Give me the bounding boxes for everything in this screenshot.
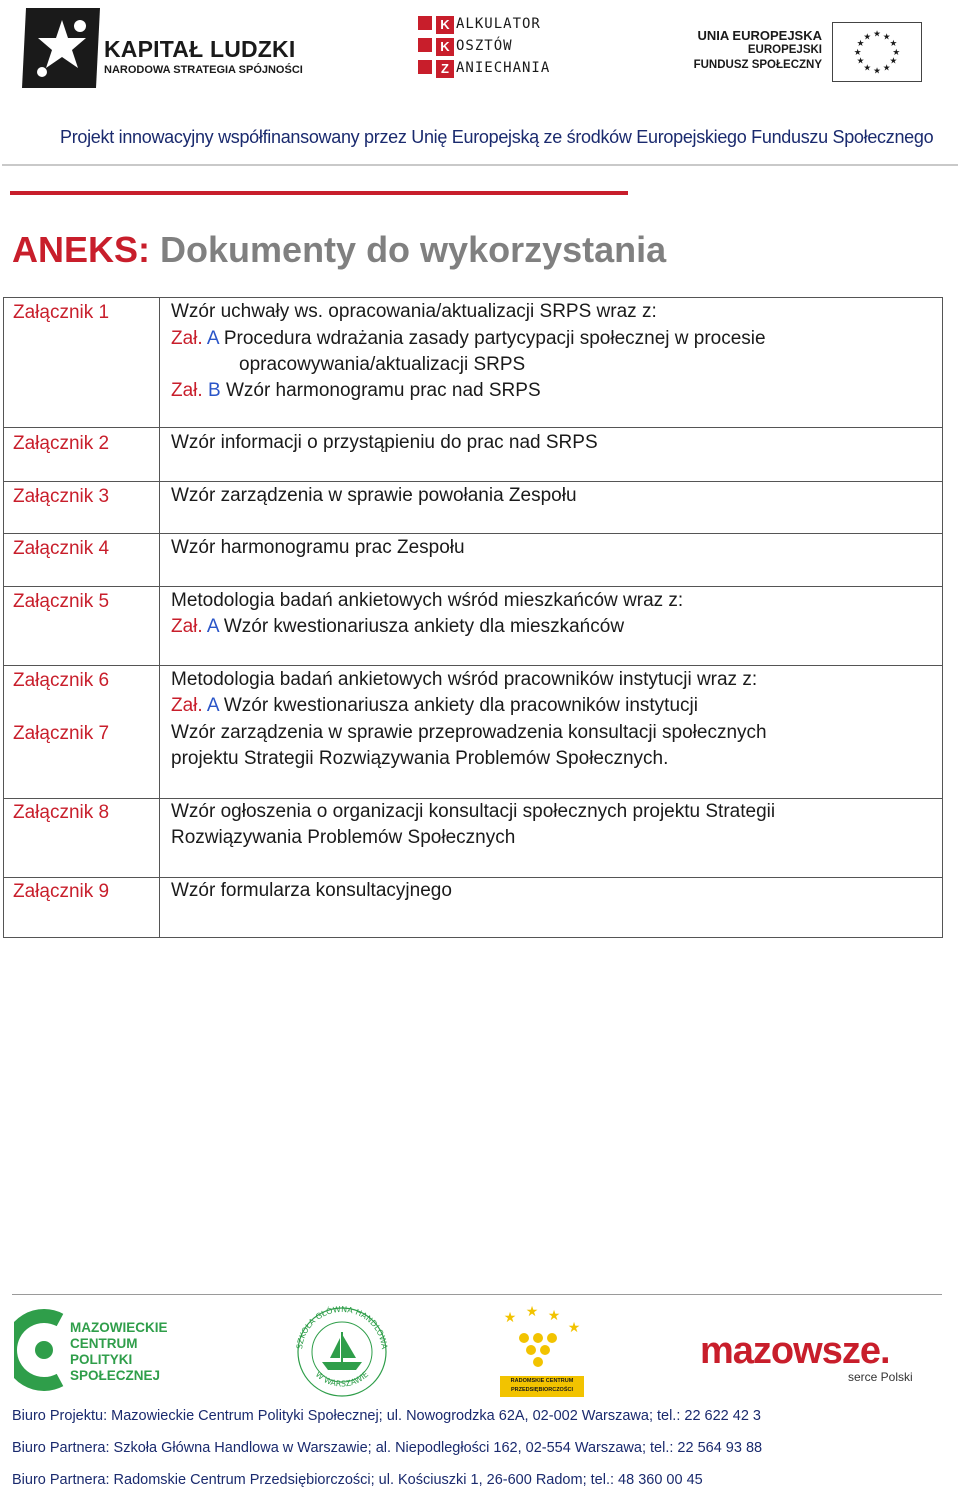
- title-text: Dokumenty do wykorzystania: [160, 229, 667, 270]
- svg-text:★: ★: [882, 63, 891, 74]
- header-divider: [2, 164, 958, 166]
- rcp-line-2: PRZEDSIĘBIORCZOŚCI: [510, 1387, 574, 1393]
- kosztow-initial-k: K: [436, 38, 454, 56]
- sub-letter-b: B: [207, 380, 221, 401]
- kalkulator-line-1: ALKULATOR: [456, 16, 541, 32]
- sub-letter-a: A: [206, 328, 219, 349]
- annex-label-3: Załącznik 3: [13, 486, 110, 507]
- annex-8-text-l2: Rozwiązywania Problemów Społecznych: [171, 827, 516, 848]
- mcps-line-3: POLITYKI: [70, 1352, 133, 1367]
- annex-1-text: Wzór uchwały ws. opracowania/aktualizacji SRPS wraz z:: [171, 301, 657, 322]
- zal-prefix: Zał.: [171, 380, 203, 401]
- row-divider: [4, 877, 942, 878]
- project-cofinancing-line: Projekt innowacyjny współfinansowany przez Unię Europejską ze środków Europejskiego Funduszu Społecznego: [60, 127, 934, 147]
- footer-address-project: Biuro Projektu: Mazowieckie Centrum Polityki Społecznej; ul. Nowogrodzka 62A, 02-002 Warszawa; tel.: 22 622 42 3: [12, 1408, 761, 1424]
- annex-5-sub-a: [171, 614, 624, 640]
- zal-prefix: Zał.: [171, 616, 203, 637]
- kapital-ludzki-logo: [22, 6, 312, 92]
- svg-text:★: ★: [889, 39, 898, 50]
- kalkulator-initial-k: K: [436, 16, 454, 34]
- accent-divider: [10, 191, 628, 195]
- mazowsze-name: mazowsze.: [700, 1330, 890, 1372]
- eu-line-2: EUROPEJSKI: [747, 44, 822, 56]
- sgh-seal-icon: [292, 1302, 392, 1398]
- annex-8-text-l1: Wzór ogłoszenia o organizacji konsultacji społecznych projektu Strategii: [171, 801, 776, 822]
- annex-2-text: Wzór informacji o przystąpieniu do prac nad SRPS: [171, 432, 598, 453]
- annex-5-text: Metodologia badań ankietowych wśród mieszkańców wraz z:: [171, 590, 684, 611]
- sgh-ring-top: SZKOŁA GŁÓWNA HANDLOWA: [295, 1304, 389, 1350]
- svg-text:★: ★: [853, 47, 862, 58]
- eu-logo: [693, 22, 926, 84]
- annex-label-2: Załącznik 2: [13, 433, 110, 454]
- kapital-ludzki-title: KAPITAŁ LUDZKI: [104, 36, 296, 62]
- annex-5-sub-a-text: Wzór kwestionariusza ankiety dla mieszkańców: [223, 616, 625, 637]
- mazowsze-tagline: serce Polski: [848, 1370, 913, 1384]
- annex-7-text-l2: projektu Strategii Rozwiązywania Problemów Społecznych.: [171, 748, 669, 769]
- house-icon: [416, 16, 436, 80]
- svg-text:★: ★: [882, 32, 891, 43]
- zaniechania-initial-z: Z: [436, 60, 454, 78]
- page-header: [0, 0, 960, 120]
- annex-label-9: Załącznik 9: [13, 881, 110, 902]
- row-divider: [4, 586, 942, 587]
- kalkulator-line-3: ANIECHANIA: [456, 60, 551, 76]
- annex-1-sub-b: [171, 378, 541, 404]
- page-title: [12, 229, 666, 271]
- kapital-ludzki-subtitle: NARODOWA STRATEGIA SPÓJNOŚCI: [104, 64, 303, 76]
- annex-label-8: Załącznik 8: [13, 802, 110, 823]
- annex-1-sub-a-cont: opracowywania/aktualizacji SRPS: [239, 354, 526, 375]
- svg-text:★: ★: [856, 56, 865, 67]
- svg-text:★: ★: [889, 56, 898, 67]
- annex-1-sub-a: [171, 326, 766, 352]
- kapital-ludzki-star-icon: [22, 6, 102, 90]
- mcps-line-4: SPOŁECZNEJ: [70, 1368, 161, 1383]
- eu-line-3: FUNDUSZ SPOŁECZNY: [693, 59, 822, 71]
- annex-label-7: Załącznik 7: [13, 723, 110, 744]
- annex-9-text: Wzór formularza konsultacyjnego: [171, 880, 452, 901]
- kalkulator-logo: [416, 14, 566, 84]
- eu-flag-icon: [832, 22, 922, 82]
- svg-text:★: ★: [863, 63, 872, 74]
- row-divider: [4, 427, 942, 428]
- row-divider: [4, 665, 942, 666]
- annex-table: [3, 297, 943, 938]
- svg-text:★: ★: [892, 47, 901, 58]
- rcp-stars-icon: [494, 1302, 590, 1372]
- sgh-logo: [292, 1302, 392, 1398]
- svg-text:★: ★: [873, 29, 881, 40]
- mcps-c-icon: [14, 1306, 66, 1394]
- annex-1-sub-b-text: Wzór harmonogramu prac nad SRPS: [225, 380, 541, 401]
- annex-6-sub-a-text: Wzór kwestionariusza ankiety dla pracowników instytucji: [223, 695, 698, 716]
- column-divider: [159, 298, 160, 937]
- mcps-line-2: CENTRUM: [70, 1336, 138, 1351]
- title-prefix: ANEKS:: [12, 229, 151, 270]
- mcps-logo: [14, 1302, 184, 1398]
- svg-text:★: ★: [856, 39, 865, 50]
- annex-6-sub-a: [171, 693, 698, 719]
- annex-label-5: Załącznik 5: [13, 591, 110, 612]
- footer-address-partner-rcp: Biuro Partnera: Radomskie Centrum Przedsiębiorczości; ul. Kościuszki 1, 26-600 Radom; tel.: 48 360 00 45: [12, 1472, 703, 1488]
- annex-label-4: Załącznik 4: [13, 538, 110, 559]
- zal-prefix: Zał.: [171, 328, 203, 349]
- svg-text:★: ★: [873, 66, 881, 77]
- rcp-line-1: RADOMSKIE CENTRUM: [510, 1378, 574, 1384]
- annex-1-sub-a-text: Procedura wdrażania zasady partycypacji społecznej w procesie: [223, 328, 766, 349]
- mazowsze-logo: [700, 1302, 924, 1398]
- annex-7-text-l1: Wzór zarządzenia w sprawie przeprowadzenia konsultacji społecznych: [171, 722, 767, 743]
- kalkulator-line-2: OSZTÓW: [456, 38, 513, 54]
- sgh-ring-bottom: W WARSZAWIE: [313, 1369, 371, 1389]
- svg-text:★: ★: [567, 1320, 581, 1336]
- row-divider: [4, 533, 942, 534]
- annex-label-1: Załącznik 1: [13, 302, 110, 323]
- annex-label-6: Załącznik 6: [13, 670, 110, 691]
- sub-letter-a: A: [206, 695, 219, 716]
- svg-text:★: ★: [525, 1304, 539, 1320]
- svg-text:★: ★: [547, 1308, 561, 1324]
- footer-address-partner-sgh: Biuro Partnera: Szkoła Główna Handlowa w Warszawie; al. Niepodległości 162, 02-554 Warszawa; tel.: 22 564 93 88: [12, 1440, 763, 1456]
- zal-prefix: Zał.: [171, 695, 203, 716]
- svg-text:★: ★: [503, 1310, 517, 1326]
- svg-text:W WARSZAWIE: [314, 1370, 371, 1389]
- annex-3-text: Wzór zarządzenia w sprawie powołania Zespołu: [171, 485, 577, 506]
- row-divider: [4, 481, 942, 482]
- sub-letter-a: A: [206, 616, 219, 637]
- footer-divider: [12, 1294, 942, 1295]
- rcp-logo: [494, 1302, 590, 1398]
- annex-4-text: Wzór harmonogramu prac Zespołu: [171, 537, 465, 558]
- mcps-line-1: MAZOWIECKIE: [70, 1320, 168, 1335]
- eu-line-1: UNIA EUROPEJSKA: [697, 28, 822, 43]
- svg-text:★: ★: [863, 32, 872, 43]
- annex-6-text: Metodologia badań ankietowych wśród pracowników instytucji wraz z:: [171, 669, 758, 690]
